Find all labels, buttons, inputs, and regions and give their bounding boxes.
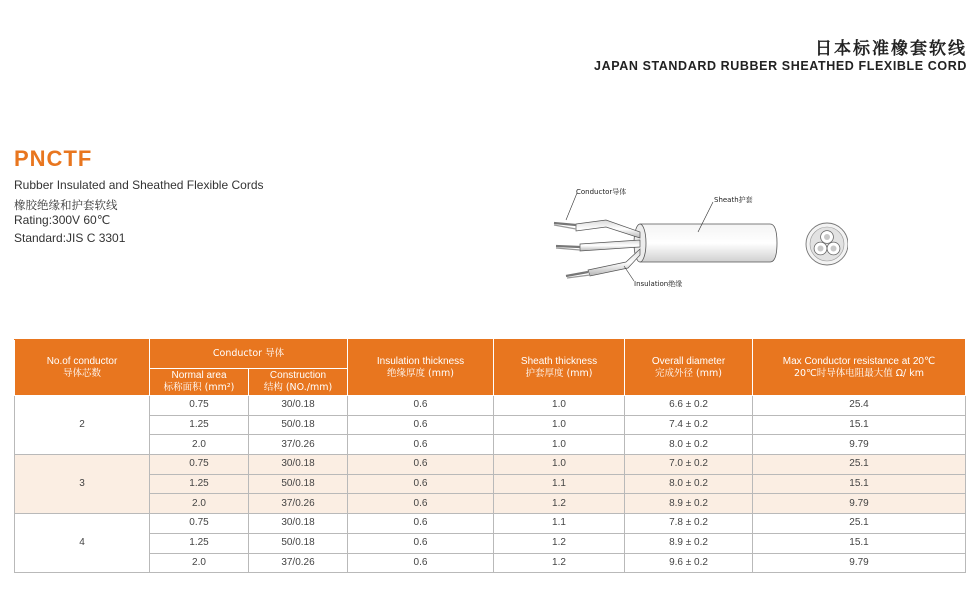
table-row [15, 553, 966, 573]
cell-sheath: 1.2 [494, 494, 625, 514]
product-rating: Rating:300V 60℃ [14, 213, 111, 227]
cell-sheath: 1.1 [494, 474, 625, 494]
product-model: PNCTF [14, 146, 93, 171]
cell-sheath: 1.0 [494, 435, 625, 455]
cell-insulation: 0.6 [348, 494, 494, 514]
cell-diameter: 6.6 ± 0.2 [625, 396, 753, 416]
page-title-cn: 日本标准橡套软线 [815, 39, 967, 59]
cell-resistance: 15.1 [753, 415, 966, 435]
table-row [15, 514, 966, 534]
cell-sheath: 1.0 [494, 455, 625, 475]
header-diameter-cn: 完成外径 (mm) [655, 367, 722, 379]
header-construction [249, 369, 348, 396]
cell-area: 1.25 [150, 415, 249, 435]
header-sheath-thickness [494, 340, 625, 396]
table-row [15, 455, 966, 475]
header-normal-area-cn: 标称面积 (mm²) [163, 382, 235, 393]
cell-area: 0.75 [150, 514, 249, 534]
header-overall-diameter [625, 340, 753, 396]
cell-diameter: 8.9 ± 0.2 [625, 533, 753, 553]
table-row [15, 533, 966, 553]
cell-diameter: 8.0 ± 0.2 [625, 435, 753, 455]
cell-resistance: 25.4 [753, 396, 966, 416]
header-construction-cn: 结构 (NO./mm) [263, 382, 333, 393]
cell-construction: 50/0.18 [249, 415, 348, 435]
cell-construction: 50/0.18 [249, 474, 348, 494]
header-insulation-en: Insulation thickness [376, 355, 465, 367]
cell-area: 2.0 [150, 553, 249, 573]
cell-insulation: 0.6 [348, 514, 494, 534]
cell-resistance: 25.1 [753, 514, 966, 534]
insulation-label: Insulation绝缘 [634, 280, 683, 288]
cell-insulation: 0.6 [348, 533, 494, 553]
sheath-label: Sheath护套 [714, 196, 753, 204]
cell-sheath: 1.1 [494, 514, 625, 534]
cell-construction: 37/0.26 [249, 553, 348, 573]
product-standard: Standard:JIS C 3301 [14, 231, 126, 245]
cable-sheath [634, 224, 777, 262]
cable-diagram [548, 180, 848, 295]
header-no-of-conductor-en: No.of conductor [46, 355, 118, 367]
header-no-of-conductor-cn: 导体芯数 [62, 367, 101, 379]
cell-resistance: 9.79 [753, 435, 966, 455]
cell-resistance: 15.1 [753, 533, 966, 553]
table-row [15, 415, 966, 435]
cell-diameter: 7.4 ± 0.2 [625, 415, 753, 435]
header-diameter-en: Overall diameter [651, 355, 726, 367]
cell-cores: 2 [15, 396, 150, 455]
header-resistance-cn: 20℃时导体电阻最大值 Ω/ km [793, 367, 924, 379]
header-max-resistance [753, 340, 966, 396]
header-construction-en: Construction [269, 370, 327, 381]
cell-construction: 30/0.18 [249, 514, 348, 534]
table-row [15, 396, 966, 416]
cell-construction: 37/0.26 [249, 494, 348, 514]
header-no-of-conductor [15, 340, 150, 396]
cell-construction: 50/0.18 [249, 533, 348, 553]
cell-construction: 30/0.18 [249, 396, 348, 416]
header-normal-area [150, 369, 249, 396]
cell-resistance: 15.1 [753, 474, 966, 494]
table-row [15, 474, 966, 494]
header-conductor [150, 340, 348, 369]
cell-insulation: 0.6 [348, 474, 494, 494]
cell-diameter: 8.9 ± 0.2 [625, 494, 753, 514]
cell-sheath: 1.2 [494, 553, 625, 573]
cell-diameter: 7.8 ± 0.2 [625, 514, 753, 534]
header-sheath-cn: 护套厚度 (mm) [525, 367, 593, 379]
cell-diameter: 9.6 ± 0.2 [625, 553, 753, 573]
cell-area: 2.0 [150, 435, 249, 455]
cell-insulation: 0.6 [348, 435, 494, 455]
cell-resistance: 9.79 [753, 494, 966, 514]
insulated-core-top [554, 220, 640, 238]
cell-area: 0.75 [150, 396, 249, 416]
cell-insulation: 0.6 [348, 553, 494, 573]
page-title-en: JAPAN STANDARD RUBBER SHEATHED FLEXIBLE CORD [594, 59, 967, 73]
cell-area: 1.25 [150, 474, 249, 494]
cell-construction: 37/0.26 [249, 435, 348, 455]
header-conductor-label: Conductor 导体 [212, 348, 285, 359]
conductor-label: Conductor导体 [576, 188, 627, 196]
header-insulation-thickness [348, 340, 494, 396]
product-description-cn: 橡胶绝缘和护套软线 [14, 198, 118, 212]
product-description-en: Rubber Insulated and Sheathed Flexible Cords [14, 178, 264, 192]
header-insulation-cn: 绝缘厚度 (mm) [387, 367, 454, 379]
header-sheath-en: Sheath thickness [520, 355, 598, 367]
cell-construction: 30/0.18 [249, 455, 348, 475]
cell-area: 0.75 [150, 455, 249, 475]
cell-insulation: 0.6 [348, 455, 494, 475]
cell-sheath: 1.0 [494, 396, 625, 416]
header-resistance-en: Max Conductor resistance at 20℃ [782, 355, 936, 367]
cell-area: 1.25 [150, 533, 249, 553]
cell-resistance: 25.1 [753, 455, 966, 475]
insulated-core-middle [556, 240, 640, 251]
cell-sheath: 1.0 [494, 415, 625, 435]
specification-table [14, 339, 966, 573]
cell-insulation: 0.6 [348, 396, 494, 416]
cell-diameter: 7.0 ± 0.2 [625, 455, 753, 475]
cell-resistance: 9.79 [753, 553, 966, 573]
cell-area: 2.0 [150, 494, 249, 514]
table-row [15, 494, 966, 514]
cell-insulation: 0.6 [348, 415, 494, 435]
cell-cores: 3 [15, 455, 150, 514]
table-row [15, 435, 966, 455]
header-normal-area-en: Normal area [171, 370, 227, 381]
cell-cores: 4 [15, 514, 150, 573]
cable-cross-section [806, 223, 848, 265]
cell-diameter: 8.0 ± 0.2 [625, 474, 753, 494]
cell-sheath: 1.2 [494, 533, 625, 553]
